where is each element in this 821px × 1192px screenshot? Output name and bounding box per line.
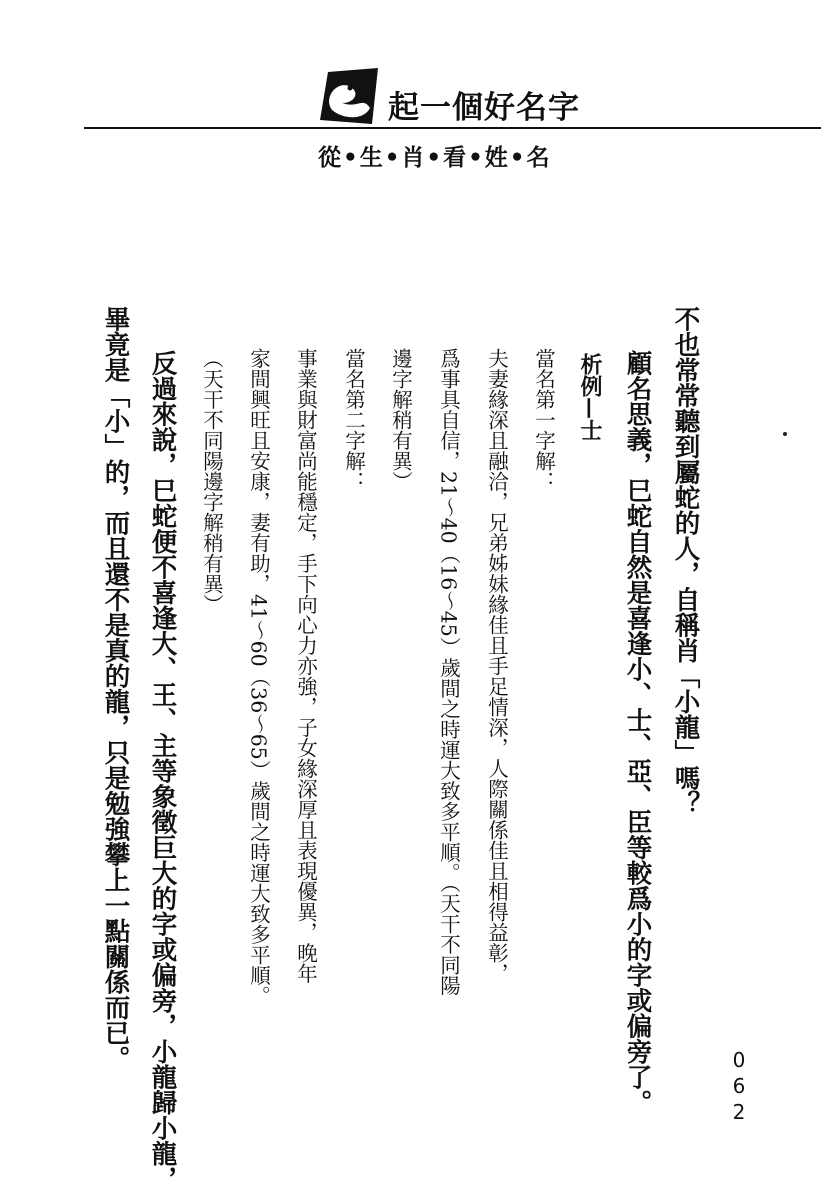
text-column-2: 顧名思義，巳蛇自然是喜逢小、士、亞、臣等較爲小的字或偏旁了。 — [622, 350, 653, 1115]
example-heading: 析例—士 — [577, 353, 603, 441]
text-column-4: 當名第一字解： — [531, 348, 556, 492]
text-column-5: 夫妻緣深且融洽，兄弟姊妹緣佳且手足情深，人際關係佳且相得益彰， — [484, 348, 509, 984]
text-column-10: 家間興旺且安康，妻有助，41～60（36～65）歲間之時運大致多平順。 — [246, 348, 271, 1006]
book-subtitle: 從•生•肖•看•姓•名 — [318, 145, 552, 171]
text-column-12: 反過來說，巳蛇便不喜逢大、王、主等象徵巨大的字或偏旁，小龍歸小龍， — [147, 350, 178, 1192]
text-column-9: 事業與財富尚能穩定，手下向心力亦強，子女緣深厚且表現優異，晚年 — [293, 348, 318, 984]
text-column-11: （天干不同陽邊字解稍有異） — [199, 348, 224, 615]
header-divider — [84, 127, 821, 129]
page-number: 062 — [727, 1048, 751, 1126]
text-column-1: 不也常常聽到屬蛇的人，自稱肖「小龍」嗎？ — [670, 306, 701, 816]
snake-logo-icon — [318, 66, 380, 126]
book-title: 起一個好名字 — [388, 90, 580, 126]
text-column-7: 邊字解稍有異） — [388, 348, 413, 492]
text-column-6: 爲事具自信，21～40（16～45）歲間之時運大致多平順。（天干不同陽 — [436, 348, 461, 996]
text-column-8: 當名第二字解： — [341, 348, 366, 492]
page-speck — [783, 432, 787, 436]
text-column-13: 畢竟是「小」的，而且還不是真的龍，只是勉強攀上一點關係而已。 — [100, 306, 131, 1071]
